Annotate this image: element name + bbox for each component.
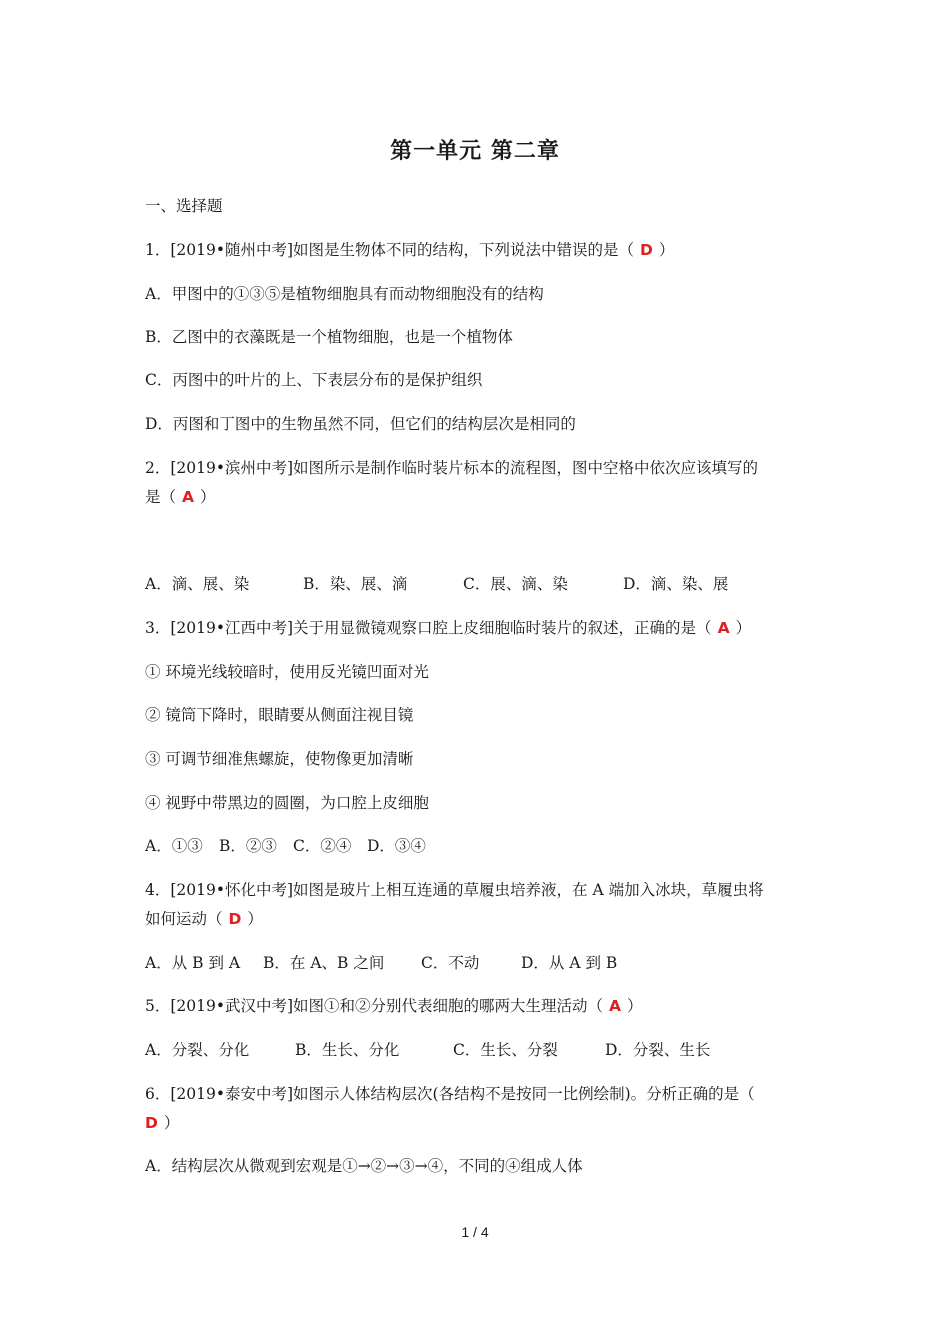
- question-1-answer: D: [640, 241, 653, 259]
- question-5-option-d: D．分裂、生长: [605, 1041, 711, 1059]
- question-1-option-d: D．丙图和丁图中的生物虽然不同，但它们的结构层次是相同的: [145, 415, 576, 433]
- question-2-option-d: D．滴、染、展: [623, 575, 729, 593]
- question-2-close: ）: [200, 488, 216, 506]
- question-4-close: ）: [247, 910, 263, 928]
- section-heading: 一、选择题: [145, 197, 223, 215]
- question-5-option-c: C．生长、分裂: [453, 1041, 558, 1059]
- question-3-close: ）: [735, 619, 752, 637]
- question-5: [145, 993, 815, 1020]
- question-3-statement-2: ② 镜筒下降时，眼睛要从侧面注视目镜: [145, 706, 414, 724]
- question-3-statement-1: ① 环境光线较暗时，使用反光镜凹面对光: [145, 663, 429, 681]
- question-5-stem: 5．[2019•武汉中考]如图①和②分别代表细胞的哪两大生理活动（: [145, 997, 604, 1015]
- question-1-option-b: B．乙图中的衣藻既是一个植物细胞，也是一个植物体: [145, 328, 513, 346]
- question-2-stem-line1: 2．[2019•滨州中考]如图所示是制作临时装片标本的流程图，图中空格中依次应该填写的: [145, 459, 759, 477]
- question-4-stem-line2: 如何运动（: [145, 910, 223, 928]
- question-3-option-a: A．①③: [145, 837, 203, 855]
- question-5-close: ）: [627, 997, 643, 1015]
- question-2-option-b: B．染、展、滴: [303, 575, 408, 593]
- question-1: [145, 237, 815, 264]
- question-6-option-a: A．结构层次从微观到宏观是①→②→③→④，不同的④组成人体: [145, 1157, 583, 1175]
- question-4-option-a: A．从 B 到 A: [145, 954, 241, 972]
- question-3-options: [145, 833, 815, 860]
- question-4-option-b: B．在 A、B 之间: [263, 954, 385, 972]
- page-number: 1 / 4: [461, 1224, 489, 1240]
- question-1-close: ）: [658, 241, 675, 259]
- question-2-answer: A: [182, 488, 195, 506]
- question-4-stem-line1: 4．[2019•怀化中考]如图是玻片上相互连通的草履虫培养液，在 A 端加入冰块，草履虫将: [145, 881, 764, 899]
- question-2-option-c: C．展、滴、染: [463, 575, 568, 593]
- question-6-stem-line1: 6．[2019•泰安中考]如图示人体结构层次(各结构不是按同一比例绘制)。分析正确的是（: [145, 1085, 755, 1103]
- question-6-answer: D: [145, 1114, 158, 1132]
- question-4-option-d: D．从 A 到 B: [521, 954, 618, 972]
- question-5-option-a: A．分裂、分化: [145, 1041, 250, 1059]
- question-2-options: [145, 571, 815, 598]
- question-3-answer: A: [717, 619, 730, 637]
- question-5-options: [145, 1037, 815, 1064]
- question-3-statement-4: ④ 视野中带黑边的圆圈，为口腔上皮细胞: [145, 794, 429, 812]
- question-3-statement-3: ③ 可调节细准焦螺旋，使物像更加清晰: [145, 750, 414, 768]
- question-1-stem: 1．[2019•随州中考]如图是生物体不同的结构，下列说法中错误的是（: [145, 241, 635, 259]
- question-3: [145, 615, 815, 642]
- question-5-option-b: B．生长、分化: [295, 1041, 400, 1059]
- page-title: 第一单元 第二章: [390, 139, 560, 164]
- question-2-stem-line2: 是（: [145, 488, 177, 506]
- question-6-close: ）: [163, 1114, 180, 1132]
- question-2-option-a: A．滴、展、染: [145, 575, 250, 593]
- question-4-answer: D: [228, 910, 242, 928]
- question-3-option-b: B．②③: [219, 837, 277, 855]
- question-1-option-a: A．甲图中的①③⑤是植物细胞具有而动物细胞没有的结构: [145, 285, 544, 303]
- question-6-stem-line2-row: [145, 1110, 815, 1137]
- question-4-options: [145, 950, 815, 977]
- question-1-option-c: C．丙图中的叶片的上、下表层分布的是保护组织: [145, 371, 483, 389]
- question-3-option-d: D．③④: [367, 837, 426, 855]
- question-4-stem-line2-row: [145, 906, 815, 933]
- question-2-stem-line2-row: [145, 484, 815, 511]
- question-4-option-c: C．不动: [421, 954, 480, 972]
- question-5-answer: A: [609, 997, 622, 1015]
- question-3-option-c: C．②④: [293, 837, 352, 855]
- question-3-stem: 3．[2019•江西中考]关于用显微镜观察口腔上皮细胞临时装片的叙述，正确的是（: [145, 619, 712, 637]
